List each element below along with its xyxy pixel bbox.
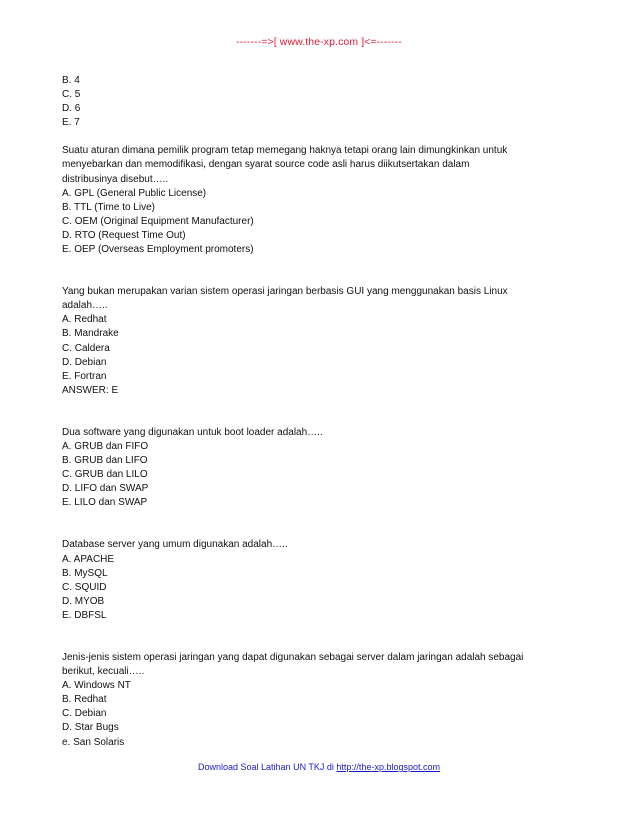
question-block [62,426,562,511]
option-line: E. OEP (Overseas Employment promoters) [62,244,254,256]
option-line: D. Debian [62,356,107,368]
question-text: berikut, kecuali….. [62,666,145,678]
option-line: C. 5 [62,89,81,101]
option-line: E. 7 [62,117,80,129]
option-line: B. MySQL [62,567,108,579]
option-line: B. Mandrake [62,328,119,340]
option-line: D. LIFO dan SWAP [62,483,149,495]
question-text: Jenis-jenis sistem operasi jaringan yang dapat digunakan sebagai server dalam jaringan adalah sebagai [62,652,524,663]
spacer [62,510,562,538]
option-line: A. APACHE [62,553,115,565]
spacer [62,130,562,144]
question-block [62,651,562,750]
option-line: E. LILO dan SWAP [62,497,148,509]
footer-link[interactable]: http://the-xp.blogspot.com [336,762,440,772]
question-block [62,538,562,623]
question-text: Yang bukan merupakan varian sistem operasi jaringan berbasis GUI yang menggunakan basis Linux [62,286,508,298]
option-line: A. GPL (General Public License) [62,187,207,199]
option-line: C. SQUID [62,581,107,593]
question-text: Database server yang umum digunakan adalah….. [62,539,288,551]
question-block [62,285,562,398]
option-line: D. 6 [62,103,81,115]
option-line: D. MYOB [62,595,105,607]
spacer [62,398,562,426]
option-line: D. RTO (Request Time Out) [62,229,186,241]
page-footer [0,762,638,772]
question-text: adalah….. [62,300,108,312]
option-line: C. GRUB dan LILO [62,469,148,481]
option-line: A. Windows NT [62,680,131,692]
option-line: C. Caldera [62,342,110,354]
leading-options [62,74,562,130]
spacer [62,257,562,285]
header-text: -------=>[ www.the-xp.com ]<=------- [236,36,402,48]
option-line: C. Debian [62,708,107,720]
answer-line: ANSWER: E [62,384,119,396]
option-line: E. Fortran [62,370,107,382]
page-header [0,36,638,48]
option-line: E. DBFSL [62,609,107,621]
option-line: D. Star Bugs [62,722,119,734]
option-line: A. GRUB dan FIFO [62,440,149,452]
question-text: menyebarkan dan memodifikasi, dengan syarat source code asli harus diikutsertakan dalam [62,159,470,171]
footer-text: Download Soal Latihan UN TKJ di [198,762,337,772]
question-text: Dua software yang digunakan untuk boot loader adalah….. [62,426,323,438]
option-line: B. TTL (Time to Live) [62,201,155,213]
document-body [62,74,562,750]
option-line: B. GRUB dan LIFO [62,455,148,467]
question-text: distribusinya disebut….. [62,173,169,185]
option-line: B. Redhat [62,694,107,706]
spacer [62,623,562,651]
question-block [62,144,562,257]
question-text: Suatu aturan dimana pemilik program tetap memegang haknya tetapi orang lain dimungkinkan untuk [62,145,508,157]
option-line: A. Redhat [62,314,107,326]
option-line: B. 4 [62,75,80,86]
option-line: e. San Solaris [62,736,125,748]
option-line: C. OEM (Original Equipment Manufacturer) [62,215,254,227]
